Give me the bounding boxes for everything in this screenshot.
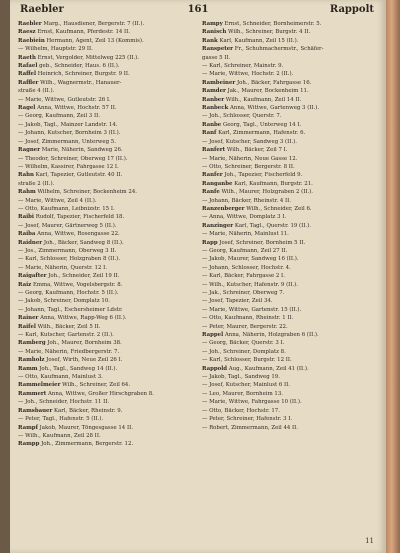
entry-details: — Marie, Näherin, Querstr. 12 I. (18, 264, 107, 271)
entry-details: — Georg, Kaufmann, Hochstr. 5 (II.). (18, 290, 119, 296)
entry-surname: Rank (202, 37, 218, 44)
directory-entry (18, 45, 196, 53)
directory-entry (18, 365, 196, 373)
entry-details: — Georg, Kaufmann, Zeil 27 II. (202, 247, 288, 254)
directory-entry (18, 390, 196, 398)
entry-details: Anna, Wittwe, Hochstr. 57 II. (37, 105, 117, 112)
directory-entry (202, 356, 380, 364)
entry-details: — Jakob, Maurer, Sandweg 16 (II.). (202, 256, 299, 263)
header-right-catchword: Rappolt (329, 4, 374, 15)
entry-details: — Marie, Näherin, Mainlust 11. (202, 231, 289, 238)
page-number: 161 (187, 4, 209, 15)
directory-entry (202, 104, 380, 112)
entry-surname: Rappel (202, 332, 224, 339)
directory-entry (18, 62, 196, 70)
entry-surname: Ranfer (202, 172, 223, 179)
entry-details: — Johann, Tagl., Eschersheimer Ldstr. (18, 306, 123, 313)
directory-entry (202, 255, 380, 263)
entry-details: — Joh., Schreiner, Domplatz 8. (202, 348, 286, 355)
entry-surname: Rammert (18, 390, 47, 397)
directory-entry (18, 424, 196, 432)
directory-entry (18, 348, 196, 356)
directory-entry (202, 62, 380, 70)
directory-entry (18, 230, 196, 238)
entry-surname: Ranber (202, 96, 225, 103)
entry-surname: Ramberg (18, 340, 46, 347)
header-left-catchword: Raebler (20, 4, 64, 15)
directory-entry (18, 356, 196, 364)
entry-surname: Ranbe (202, 121, 222, 128)
entry-surname: Raffel (18, 71, 36, 78)
directory-entry (202, 339, 380, 347)
entry-details: straße 2 (II.). (18, 180, 55, 187)
entry-details: — Josef, Maurer, Gärtnerweg 5 (II.). (18, 222, 117, 229)
directory-entry (18, 239, 196, 247)
directory-entry (202, 348, 380, 356)
entry-details: Wilh., Schreiner, Zeil 64. (62, 382, 131, 389)
entry-details: — Marie, Näherin, Friedbergerstr. 7. (18, 348, 120, 355)
directory-entry (202, 289, 380, 297)
entry-details: — Peter, Tagl., Hafenstr. 5 (II.). (18, 416, 104, 423)
entry-details: — Peter, Schreiner, Hafenstr. 3 I. (202, 416, 293, 423)
entry-surname: Rahn (18, 172, 34, 179)
directory-entry (18, 54, 196, 62)
directory-entry (202, 121, 380, 129)
entry-details: — Otto, Kaufmann, Mainlust 3. (18, 374, 103, 381)
directory-entry (18, 96, 196, 104)
entry-details: Emma, Wittwe, Vogelsbergstr. 8. (32, 281, 123, 288)
entry-details: Karl, Kaufmann, Zeil 15 (II.). (219, 37, 299, 44)
directory-entry (18, 373, 196, 381)
directory-entry (202, 314, 380, 322)
entry-details: Joh., Tagl., Sandweg 14 (II.). (39, 365, 118, 372)
directory-entry (18, 247, 196, 255)
directory-entry (202, 365, 380, 373)
entry-details: — Peter, Maurer, Bergerstr. 22. (202, 323, 288, 330)
directory-entry (18, 70, 196, 78)
directory-entry (18, 28, 196, 36)
directory-entry (202, 96, 380, 104)
entry-details: — Johann, Kutscher, Bornheim 3 (II.). (18, 130, 121, 137)
directory-entry (202, 230, 380, 238)
directory-entry (18, 180, 196, 188)
directory-entry (18, 79, 196, 87)
directory-entry (18, 264, 196, 272)
entry-surname: Rampf (18, 424, 38, 431)
directory-entry (202, 381, 380, 389)
entry-details: Rudolf, Tapezier, Fischerfeld 18. (35, 214, 125, 221)
directory-entry (18, 37, 196, 45)
entry-surname: Rammelmeier (18, 382, 61, 389)
directory-entry (202, 306, 380, 314)
entry-details: — Jak., Schreiner, Oberweg 7. (202, 290, 285, 296)
entry-details: — Josef, Kutscher, Sandweg 3 (II.). (202, 138, 297, 145)
directory-entry (202, 79, 380, 87)
entry-details: Karl, Tapezier, Gutleutstr. 40 II. (35, 172, 123, 179)
entry-surname: Raiz (18, 281, 32, 288)
entry-details: Wilh., Bäcker, Zeil 7 I. (226, 147, 288, 154)
directory-entry (202, 138, 380, 146)
directory-entry (202, 424, 380, 432)
page-header (20, 4, 376, 18)
entry-details: Joh., Tapezier, Fischerfeld 9. (224, 172, 303, 179)
directory-entry (18, 289, 196, 297)
entry-surname: Ranisch (202, 29, 227, 36)
entry-details: — Josef, Zimmermann, Unterweg 5. (18, 138, 116, 145)
entry-details: — Karl, Schlosser, Burgstr. 12 II. (202, 357, 292, 364)
entry-details: Anna, Wittwe, Rapp-Weg 6 (II.). (40, 315, 127, 322)
directory-entry (202, 247, 380, 255)
entry-details: — Marie, Wittwe, Hochstr. 2 (II.). (202, 71, 294, 78)
entry-details: — Anna, Wittwe, Domplatz 3 I. (202, 214, 287, 221)
directory-entry (202, 205, 380, 213)
entry-details: — Georg, Bäcker, Querstr. 3 I. (202, 340, 285, 347)
entry-details: Anna, Wittwe, Gartenweg 3 (II.). (229, 105, 320, 112)
entry-details: Anna, Wittwe, Großer Hirschgraben 8. (47, 390, 154, 397)
directory-page (10, 0, 386, 553)
directory-entry (18, 281, 196, 289)
entry-details: — Leo, Maurer, Bornheim 13. (202, 390, 283, 397)
entry-details: Karl, Zimmermann, Hafenstr. 6. (218, 130, 306, 137)
entry-details: — Otto, Bäcker, Hochstr. 17. (202, 407, 280, 414)
directory-entry (202, 331, 380, 339)
entry-details: Joh., Bäcker, Sandweg 8 (II.). (43, 239, 124, 246)
entry-details: — Otto, Kaufmann, Leibnizstr. 15 I. (18, 205, 115, 212)
entry-surname: Ranzinger (202, 222, 234, 229)
entry-details: — Jakob, Tagl., Mainzer Landstr. 14. (18, 121, 118, 128)
entry-details: — Karl, Bäcker, Fahrgasse 2 I. (202, 273, 285, 280)
directory-entry (202, 180, 380, 188)
directory-entry (202, 264, 380, 272)
entry-surname: Ramholz (18, 357, 45, 364)
entry-details: — Joh., Schneider, Hochstr. 11 II. (18, 399, 110, 406)
entry-surname: Rainer (18, 315, 39, 322)
directory-entry (202, 390, 380, 398)
directory-entry (18, 306, 196, 314)
directory-entry (18, 188, 196, 196)
entry-details: Joh., Bäcker, Fahrgasse 16. (236, 79, 312, 86)
directory-entry (18, 121, 196, 129)
entry-surname: Ranfe (202, 189, 220, 196)
entry-surname: Rafael (18, 63, 38, 70)
entry-surname: Raiba (18, 231, 36, 238)
directory-entry (18, 331, 196, 339)
entry-details: Marg., Hausdiener, Bergerstr. 7 (II.). (43, 21, 145, 27)
entry-details: Karl, Bäcker, Rheinstr. 9. (54, 407, 123, 414)
entry-details: — Georg, Kaufmann, Zeil 3 II. (18, 113, 100, 120)
entry-details: — Joh., Schlosser, Querstr. 7. (202, 113, 282, 120)
directory-entry (18, 197, 196, 205)
entry-details: Wilh., Kaufmann, Zeil 14 II. (225, 96, 302, 103)
entry-surname: Raifel (18, 323, 36, 330)
entry-surname: Ranzenberger (202, 205, 245, 212)
directory-entry (202, 281, 380, 289)
entry-details: geb., Schneider, Haus. 6 (II.). (39, 63, 120, 70)
entry-details: Marie, Näherin, Sandweg 26. (41, 147, 123, 154)
directory-entry (18, 272, 196, 280)
directory-entry (202, 415, 380, 423)
entry-details: Anna, Näherin, Holzgraben 6 (II.). (224, 332, 319, 339)
directory-entry (18, 381, 196, 389)
directory-entry (18, 255, 196, 263)
entry-details: Wilh., Bäcker, Zeil 5 II. (37, 323, 101, 330)
directory-entry (18, 440, 196, 448)
entry-details: straße 4 (II.). (18, 88, 55, 95)
entry-details: — Karl, Schreiner, Mainstr. 9. (202, 63, 284, 70)
entry-details: Joh., Schneider, Zeil 19 II. (48, 273, 120, 280)
entry-details: Ernst, Schneider, Bornheimerstr. 5. (224, 21, 322, 27)
entry-details: Georg, Tagl., Unterweg 14 I. (222, 121, 302, 128)
entry-details: gasse 5 II. (202, 54, 231, 61)
directory-entry (202, 87, 380, 95)
entry-surname: Ranganbe (202, 180, 233, 187)
directory-entry (18, 138, 196, 146)
directory-entry (18, 339, 196, 347)
entry-surname: Raibi (18, 214, 34, 221)
entry-surname: Rappold (202, 365, 228, 372)
entry-details: Wilh., Schneider, Zeil 6. (246, 205, 312, 212)
directory-entry (18, 213, 196, 221)
directory-entry (202, 129, 380, 137)
entry-surname: Raebler (18, 21, 42, 27)
directory-entry (202, 407, 380, 415)
entry-details: — Jakob, Tagl., Sandweg 19. (202, 374, 280, 381)
entry-surname: Rapp (202, 239, 218, 246)
signature-mark: 11 (365, 537, 374, 545)
entry-details: Karl, Kaufmann, Burgstr. 21. (234, 180, 313, 187)
entry-details: — Wilhelm, Hauptstr. 29 II. (18, 46, 93, 53)
entry-details: — Karl, Schlosser, Holzgraben 8 (II.). (18, 256, 120, 263)
directory-entry (18, 222, 196, 230)
entry-details: — Johann, Schlosser, Hochstr. 4. (202, 264, 291, 271)
left-column (18, 20, 196, 449)
entry-details: Fr., Schuhmachermstr., Schäfer- (234, 46, 324, 53)
entry-details: — Robert, Zimmermann, Zeil 44 II. (202, 424, 299, 431)
entry-details: — Marie, Wittwe, Gutleutstr. 26 I. (18, 96, 111, 103)
entry-details: — Josef, Tapezier, Zeil 34. (202, 298, 273, 305)
directory-entry (202, 45, 380, 53)
entry-surname: Ramsbauer (18, 407, 53, 414)
directory-entry (202, 222, 380, 230)
entry-details: Anna, Wittwe, Rosengasse 22. (37, 231, 120, 238)
directory-entry (202, 146, 380, 154)
entry-surname: Rampy (202, 21, 223, 27)
directory-entry (18, 20, 196, 28)
directory-entry (202, 54, 380, 62)
directory-entry (202, 37, 380, 45)
entry-details: — Jos., Zimmermann, Oberweg 3 II. (18, 247, 117, 254)
entry-surname: Raidner (18, 239, 43, 246)
entry-details: Jakob, Maurer, Töngesgasse 14 II. (39, 424, 133, 431)
entry-surname: Ranfert (202, 147, 226, 154)
directory-entry (202, 213, 380, 221)
entry-details: Ernst, Vergolder, Mittelweg 225 (II.). (37, 54, 139, 61)
entry-details: — Johann, Bäcker, Rheinstr. 4 II. (202, 197, 292, 204)
directory-entry (202, 398, 380, 406)
directory-entry (202, 197, 380, 205)
directory-entry (18, 314, 196, 322)
entry-details: Ernst, Kaufmann, Pferdestr. 14 II. (37, 29, 131, 36)
entry-surname: Ragel (18, 105, 36, 112)
directory-entry (202, 171, 380, 179)
directory-entry (202, 297, 380, 305)
directory-entry (202, 20, 380, 28)
entry-surname: Raebiein (18, 37, 45, 44)
entry-details: Wilhelm, Schreiner, Bockenheim 24. (37, 189, 137, 196)
directory-entry (202, 163, 380, 171)
entry-surname: Raigafter (18, 273, 47, 280)
entry-details: — Marie, Wittwe, Fahrgasse 10 (II.). (202, 399, 302, 406)
entry-surname: Ramm (18, 365, 38, 372)
entry-details: Hermann, Agent, Zeil 13 (Kommis). (46, 37, 144, 44)
entry-surname: Ranbeck (202, 105, 229, 112)
directory-entry (202, 112, 380, 120)
entry-details: Joh., Zimmermann, Bergerstr. 12. (41, 441, 134, 448)
directory-entry (18, 432, 196, 440)
entry-surname: Rambeiner (202, 79, 236, 86)
directory-entry (18, 129, 196, 137)
entry-details: Aug., Kaufmann, Zeil 41 (II.). (228, 365, 309, 372)
directory-entry (202, 373, 380, 381)
entry-details: Karl, Tagl., Querstr. 19 (II.). (234, 222, 311, 229)
directory-entry (18, 415, 196, 423)
directory-entry (18, 205, 196, 213)
directory-entry (202, 272, 380, 280)
entry-details: Josef, Wirth, Neue Zeil 26 I. (46, 357, 123, 364)
entry-surname: Rampp (18, 441, 40, 448)
entry-details: Heinrich, Schreiner, Burgstr. 9 II. (37, 71, 130, 78)
directory-entry (202, 239, 380, 247)
right-column (202, 20, 380, 432)
entry-details: Wilh., Maurer, Holzgraben 2 (II.). (221, 189, 313, 196)
entry-details: — Theodor, Schreiner, Oberweg 17 (II.). (18, 155, 128, 162)
page-edge (386, 0, 400, 553)
entry-details: Wilh., Wagnermstr., Hanauer- (40, 79, 122, 86)
entry-details: — Marie, Wittwe, Gartenstr. 15 (II.). (202, 306, 302, 313)
entry-surname: Rahm (18, 189, 36, 196)
entry-details: — Wilh., Kaufmann, Zeil 28 II. (18, 432, 101, 439)
directory-entry (18, 323, 196, 331)
entry-details: — Wilhelm, Kassirer, Fahrgasse 12 I. (18, 163, 119, 170)
entry-surname: Ramder (202, 88, 226, 95)
directory-entry (18, 398, 196, 406)
directory-entry (202, 28, 380, 36)
directory-entry (18, 171, 196, 179)
entry-details: Wilh., Schreiner, Burgstr. 4 II. (228, 29, 311, 36)
directory-entry (18, 104, 196, 112)
directory-entry (202, 188, 380, 196)
directory-entry (18, 112, 196, 120)
entry-surname: Raesz (18, 29, 36, 36)
entry-details: Josef, Schreiner, Bornheim 5 II. (219, 239, 306, 246)
directory-entry (202, 155, 380, 163)
entry-details: Jak., Maurer, Bockenheim 11. (227, 88, 309, 95)
directory-entry (18, 87, 196, 95)
entry-details: — Jakob, Schreiner, Domplatz 10. (18, 298, 110, 305)
entry-details: — Wilh., Kutscher, Hafenstr. 9 (II.). (202, 281, 298, 288)
entry-surname: Ragner (18, 147, 41, 154)
entry-details: — Marie, Näherin, Neue Gasse 12. (202, 155, 298, 162)
directory-entry (18, 155, 196, 163)
entry-surname: Ranspeter (202, 46, 234, 53)
entry-details: — Marie, Wittwe, Zeil 4 (II.). (18, 197, 97, 204)
entry-surname: Ranf (202, 130, 217, 137)
directory-entry (202, 323, 380, 331)
entry-details: Joh., Maurer, Bornheim 38. (47, 340, 122, 347)
directory-entry (18, 297, 196, 305)
directory-entry (18, 146, 196, 154)
entry-surname: Raffler (18, 79, 39, 86)
entry-details: — Karl, Kutscher, Gartenstr. 2 (II.). (18, 332, 114, 339)
entry-surname: Raeth (18, 54, 36, 61)
directory-entry (18, 163, 196, 171)
directory-entry (202, 70, 380, 78)
entry-details: — Otto, Schreiner, Bergerstr. 8 II. (202, 163, 295, 170)
entry-details: — Otto, Kaufmann, Rheinstr. 1 II. (202, 315, 294, 322)
directory-entry (18, 407, 196, 415)
entry-details: — Josef, Kutscher, Mainlust 6 II. (202, 382, 290, 389)
